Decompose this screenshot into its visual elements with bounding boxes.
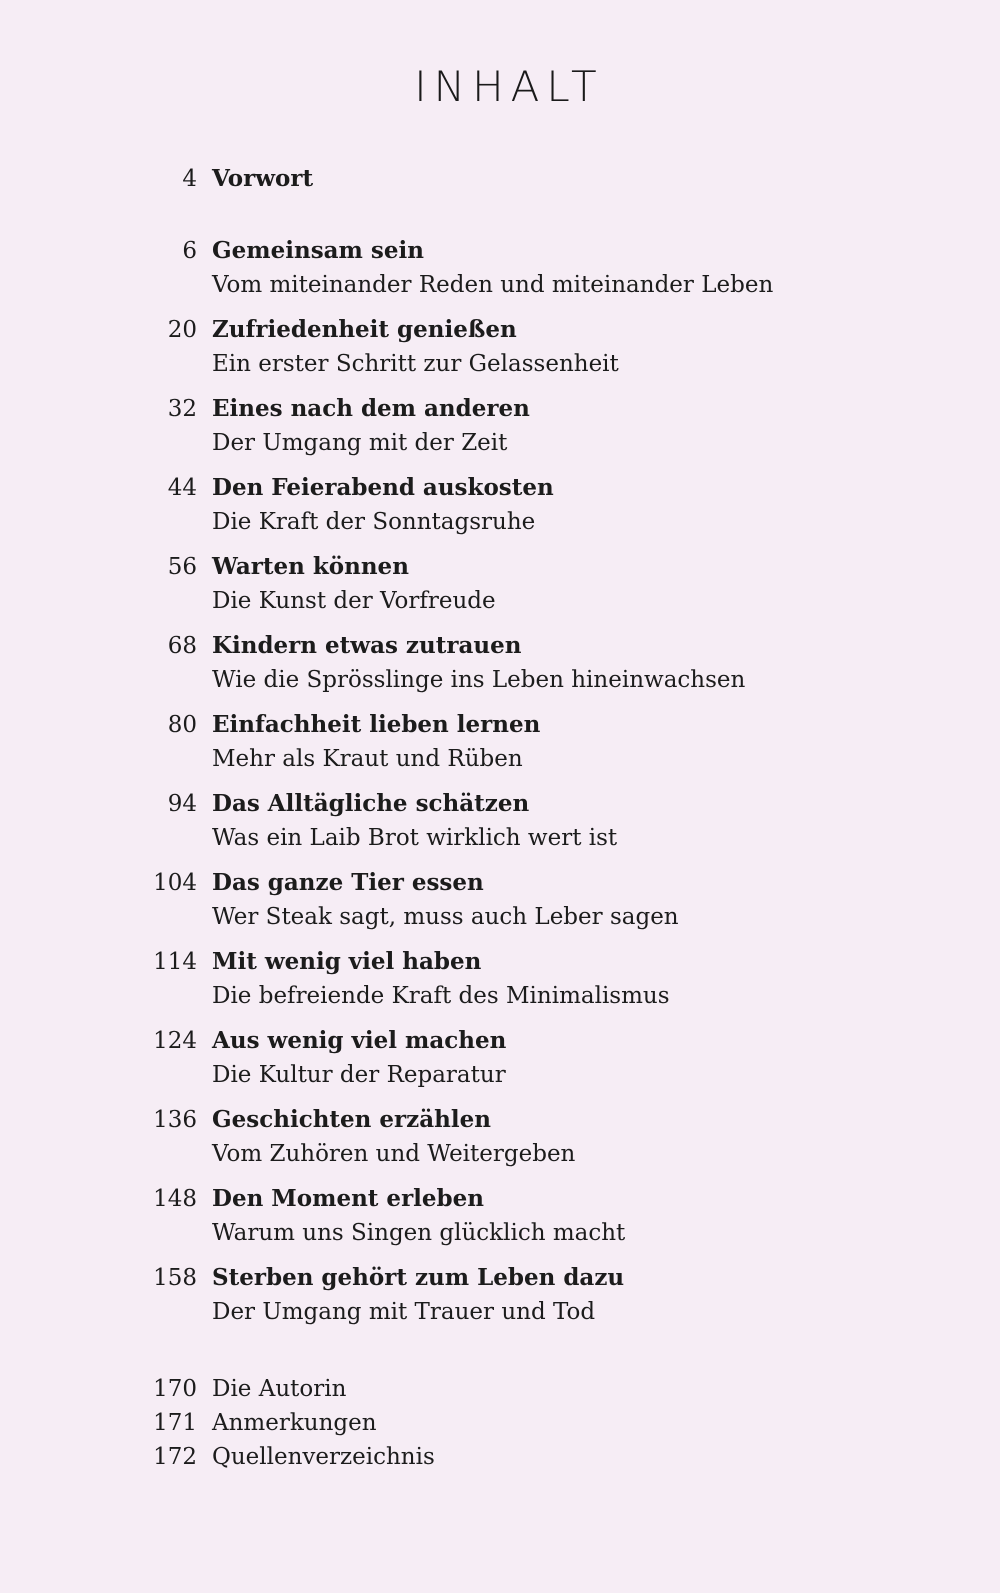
entry-subtitle: Ein erster Schritt zur Gelassenheit — [212, 351, 619, 377]
entry-subtitle: Der Umgang mit der Zeit — [212, 430, 508, 456]
entry-title: Vorwort — [212, 165, 314, 192]
page-number: 124 — [153, 1028, 197, 1054]
page-number: 80 — [167, 712, 197, 738]
page-number: 136 — [153, 1107, 197, 1133]
page-number: 158 — [153, 1265, 197, 1291]
page-number: 20 — [167, 317, 197, 343]
entry-subtitle: Warum uns Singen glücklich macht — [212, 1220, 626, 1246]
entry-subtitle: Die Kraft der Sonntagsruhe — [212, 509, 536, 535]
page-number: 32 — [167, 396, 197, 422]
entry-title: Den Feierabend auskosten — [212, 474, 554, 501]
page-number: 68 — [167, 633, 197, 659]
page-number: 171 — [153, 1410, 197, 1436]
entry-title: Die Autorin — [212, 1376, 347, 1402]
entry-subtitle: Was ein Laib Brot wirklich wert ist — [212, 825, 618, 851]
page-number: 104 — [153, 870, 197, 896]
entry-title: Sterben gehört zum Leben dazu — [212, 1264, 625, 1291]
entry-title: Geschichten erzählen — [212, 1106, 491, 1133]
page-number: 44 — [167, 475, 197, 501]
entry-title: Mit wenig viel haben — [212, 948, 482, 975]
entry-title: Den Moment erleben — [212, 1185, 484, 1212]
page-number: 172 — [153, 1444, 197, 1470]
entry-subtitle: Vom miteinander Reden und miteinander Leben — [212, 272, 774, 298]
entry-title: Anmerkungen — [212, 1410, 377, 1436]
entry-title: Quellenverzeichnis — [212, 1444, 435, 1470]
entry-subtitle: Wer Steak sagt, muss auch Leber sagen — [212, 904, 679, 930]
entry-title: Einfachheit lieben lernen — [212, 711, 541, 738]
entry-subtitle: Der Umgang mit Trauer und Tod — [212, 1299, 596, 1325]
entry-title: Das ganze Tier essen — [212, 869, 484, 896]
page-number: 94 — [167, 791, 197, 817]
entry-title: Warten können — [212, 553, 409, 580]
entry-subtitle: Wie die Sprösslinge ins Leben hineinwachsen — [212, 667, 746, 693]
page-number: 4 — [182, 166, 197, 192]
entry-title: Eines nach dem anderen — [212, 395, 530, 422]
entry-title: Das Alltägliche schätzen — [212, 790, 530, 817]
entry-subtitle: Die Kunst der Vorfreude — [212, 588, 496, 614]
page-title: INHALT — [414, 62, 604, 111]
entry-title: Kindern etwas zutrauen — [212, 632, 522, 659]
page-number: 56 — [167, 554, 197, 580]
page-number: 114 — [153, 949, 197, 975]
page-number: 148 — [153, 1186, 197, 1212]
entry-subtitle: Die Kultur der Reparatur — [212, 1062, 506, 1088]
entry-subtitle: Vom Zuhören und Weitergeben — [212, 1141, 576, 1167]
entry-title: Zufriedenheit genießen — [212, 316, 517, 343]
entry-title: Gemeinsam sein — [212, 237, 424, 264]
page-number: 6 — [182, 238, 197, 264]
page-number: 170 — [153, 1376, 197, 1402]
entry-subtitle: Die befreiende Kraft des Minimalismus — [212, 983, 670, 1009]
entry-title: Aus wenig viel machen — [212, 1027, 507, 1054]
entry-subtitle: Mehr als Kraut und Rüben — [212, 746, 523, 772]
